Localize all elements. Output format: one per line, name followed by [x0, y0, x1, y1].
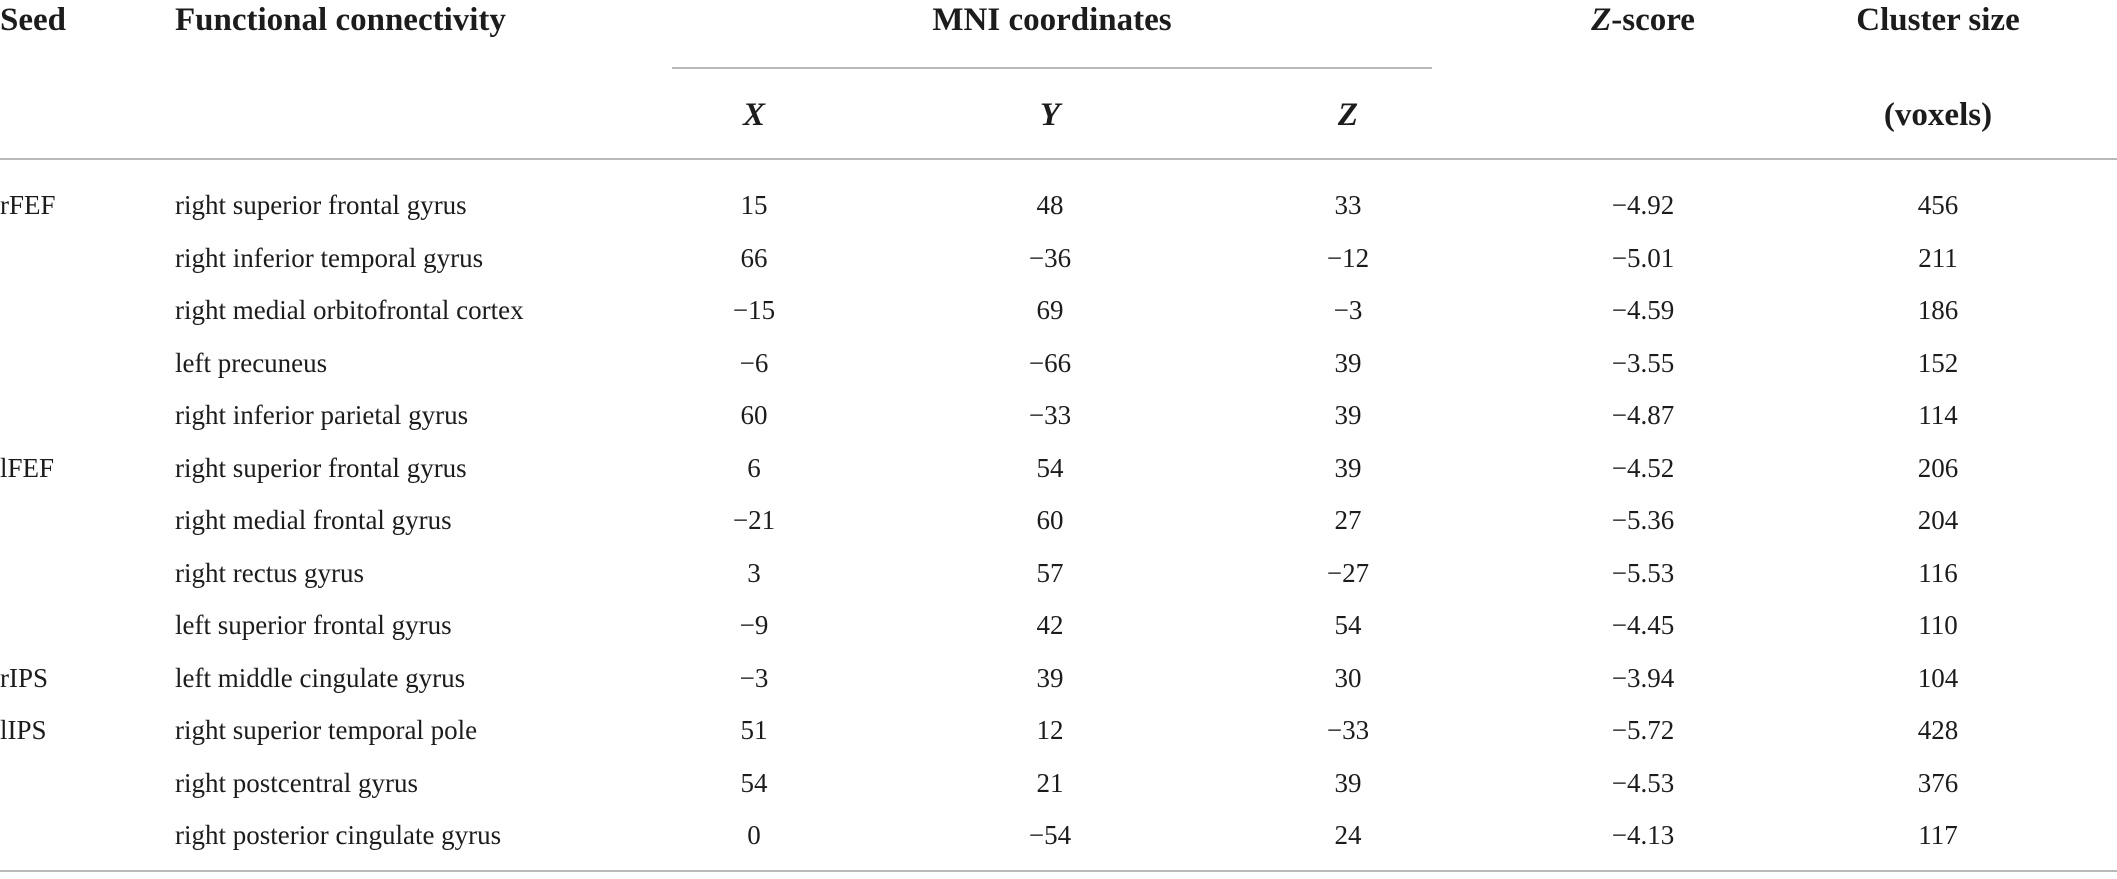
region-cell: right rectus gyrus [175, 558, 364, 588]
z-cell: −3 [1333, 295, 1363, 325]
region-cell: left superior frontal gyrus [175, 610, 452, 640]
region-cell: right inferior temporal gyrus [175, 243, 484, 273]
header-x-label: X [742, 97, 766, 133]
y-cell: 48 [1036, 190, 1064, 220]
cluster-size-cell: 456 [1917, 190, 1959, 220]
x-cell: 6 [747, 453, 761, 483]
z-score-cell: −4.52 [1611, 453, 1675, 483]
region-cell: right medial orbitofrontal cortex [175, 295, 524, 325]
table-bottom-rule [0, 870, 2117, 872]
z-score-cell: −5.72 [1611, 715, 1675, 745]
region-cell: right inferior parietal gyrus [175, 400, 469, 430]
z-cell: 39 [1334, 453, 1362, 483]
y-cell: 39 [1036, 663, 1064, 693]
cluster-size-cell: 206 [1917, 453, 1959, 483]
seed-cell: lFEF [0, 453, 55, 483]
x-cell: −21 [732, 505, 776, 535]
z-score-cell: −5.01 [1611, 243, 1675, 273]
z-score-cell: −4.53 [1611, 768, 1675, 798]
cluster-size-cell: 114 [1918, 400, 1958, 430]
region-cell: left precuneus [175, 348, 328, 378]
cluster-size-cell: 211 [1918, 243, 1958, 273]
x-cell: −9 [739, 610, 769, 640]
region-cell: right superior frontal gyrus [175, 453, 467, 483]
y-cell: 42 [1036, 610, 1064, 640]
x-cell: 0 [747, 820, 761, 850]
y-cell: 69 [1036, 295, 1064, 325]
region-cell: right superior frontal gyrus [175, 190, 467, 220]
seed-cell: lIPS [0, 715, 47, 745]
z-cell: 27 [1334, 505, 1362, 535]
region-cell: right postcentral gyrus [175, 768, 418, 798]
header-y-label: Y [1039, 97, 1061, 133]
x-cell: −6 [739, 348, 769, 378]
header-z-label: Z [1337, 97, 1359, 133]
cluster-size-cell: 152 [1917, 348, 1959, 378]
y-cell: −33 [1028, 400, 1072, 430]
z-cell: 54 [1334, 610, 1362, 640]
z-score-cell: −4.87 [1611, 400, 1675, 430]
y-cell: −54 [1028, 820, 1072, 850]
y-cell: 12 [1036, 715, 1064, 745]
seed-cell: rIPS [0, 663, 49, 693]
x-cell: 15 [740, 190, 768, 220]
cluster-size-cell: 110 [1918, 610, 1958, 640]
z-cell: −27 [1326, 558, 1370, 588]
x-cell: 51 [740, 715, 768, 745]
header-z-score-suffix: -score [1611, 2, 1695, 38]
y-cell: 57 [1036, 558, 1064, 588]
cluster-size-cell: 376 [1917, 768, 1959, 798]
cluster-size-cell: 186 [1917, 295, 1959, 325]
z-score-cell: −4.59 [1611, 295, 1675, 325]
z-cell: 39 [1334, 348, 1362, 378]
cluster-size-cell: 428 [1917, 715, 1959, 745]
z-cell: 24 [1334, 820, 1362, 850]
region-cell: right posterior cingulate gyrus [175, 820, 502, 850]
cluster-size-cell: 116 [1918, 558, 1958, 588]
y-cell: 60 [1036, 505, 1064, 535]
x-cell: 54 [740, 768, 768, 798]
z-score-cell: −4.13 [1611, 820, 1675, 850]
z-cell: 39 [1334, 400, 1362, 430]
z-score-cell: −5.36 [1611, 505, 1675, 535]
z-cell: 30 [1334, 663, 1362, 693]
cluster-size-cell: 117 [1918, 820, 1958, 850]
x-cell: −15 [732, 295, 776, 325]
cluster-size-cell: 104 [1917, 663, 1959, 693]
z-cell: 33 [1334, 190, 1362, 220]
region-cell: left middle cingulate gyrus [175, 663, 466, 693]
region-cell: right medial frontal gyrus [175, 505, 452, 535]
x-cell: −3 [739, 663, 769, 693]
header-mni-coordinates: MNI coordinates [932, 2, 1172, 38]
cluster-size-cell: 204 [1917, 505, 1959, 535]
header-cluster-size: Cluster size [1856, 2, 2020, 38]
z-score-cell: −4.45 [1611, 610, 1675, 640]
z-score-cell: −3.55 [1611, 348, 1675, 378]
header-z-score-letter: Z [1591, 2, 1612, 38]
z-cell: 39 [1334, 768, 1362, 798]
x-cell: 60 [740, 400, 768, 430]
region-cell: right superior temporal pole [175, 715, 478, 745]
y-cell: −36 [1028, 243, 1072, 273]
z-cell: −12 [1326, 243, 1370, 273]
z-score-cell: −5.53 [1611, 558, 1675, 588]
z-score-cell: −3.94 [1611, 663, 1675, 693]
x-cell: 66 [740, 243, 768, 273]
z-cell: −33 [1326, 715, 1370, 745]
seed-cell: rFEF [0, 190, 56, 220]
header-functional-connectivity: Functional connectivity [175, 2, 506, 38]
x-cell: 3 [747, 558, 761, 588]
header-seed: Seed [0, 2, 66, 38]
y-cell: 54 [1036, 453, 1064, 483]
y-cell: 21 [1036, 768, 1064, 798]
y-cell: −66 [1028, 348, 1072, 378]
z-score-cell: −4.92 [1611, 190, 1675, 220]
header-cluster-size-unit: (voxels) [1883, 97, 1993, 133]
